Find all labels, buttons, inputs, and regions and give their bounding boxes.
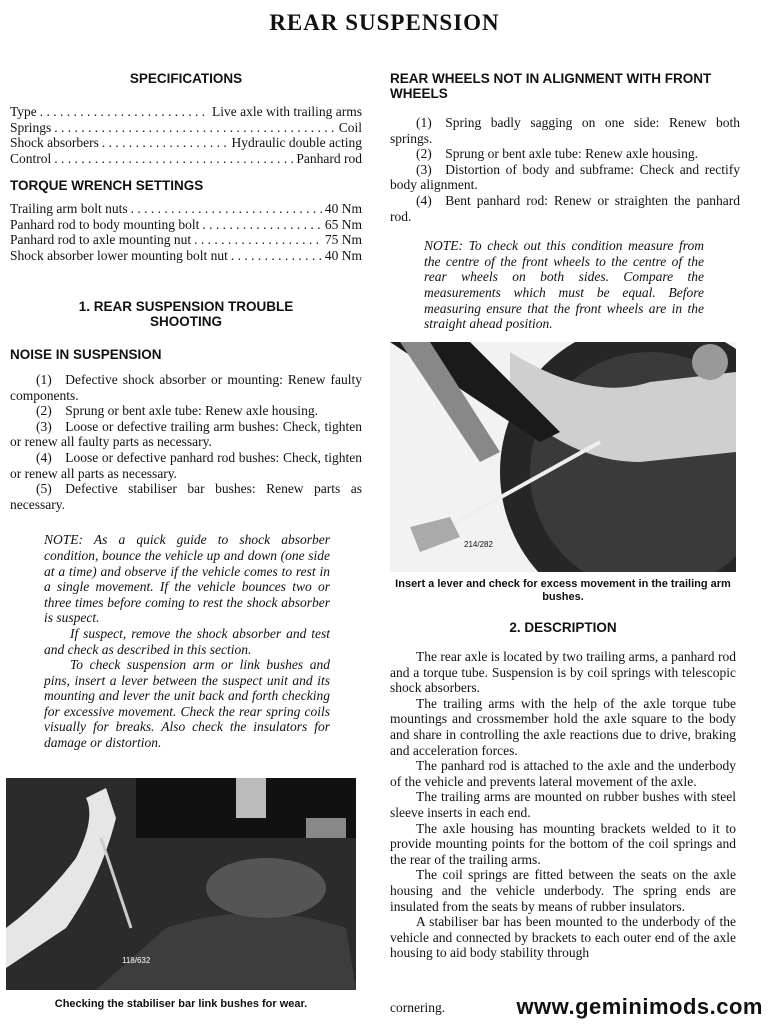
spec-row: Control . . . Panhard rod <box>10 151 362 167</box>
spec-row: Shock absorbers . . . Hydraulic double acting <box>10 135 362 151</box>
left-column <box>10 68 362 751</box>
list-item: (4) Loose or defective panhard rod bushes: Check, tighten or renew all parts as necessary. <box>10 449 362 481</box>
torque-row: Panhard rod to body mounting bolt . . . 65 Nm <box>10 217 362 233</box>
figure-number: 118/632 <box>122 956 151 965</box>
alignment-heading: REAR WHEELS NOT IN ALIGNMENT WITH FRONT WHEELS <box>390 71 712 101</box>
trouble-heading: 1. REAR SUSPENSION TROUBLE SHOOTING <box>78 299 294 329</box>
list-item: (1) Spring badly sagging on one side: Renew both springs. <box>390 115 740 146</box>
trailing-arm-illustration <box>390 342 736 572</box>
figure-number: 214/282 <box>464 540 493 549</box>
alignment-note: NOTE: To check out this condition measure from the centre of the front wheels to the centre of the rear wheels on both sides. Compare the measurements which must be equal. Before measuring ensure that the front wheels are in the straight ahead position. <box>424 238 704 332</box>
noise-heading: NOISE IN SUSPENSION <box>10 347 162 362</box>
right-column <box>390 68 740 332</box>
spec-row: Springs . . . Coil <box>10 120 362 136</box>
description-heading: 2. DESCRIPTION <box>509 620 617 635</box>
list-item: (1) Defective shock absorber or mounting: Renew faulty components. <box>10 372 362 403</box>
trailing-arm-photo <box>390 342 736 572</box>
torque-list <box>10 201 362 263</box>
torque-row: Shock absorber lower mounting bolt nut . . . 40 Nm <box>10 248 362 264</box>
list-item: (3) Loose or defective trailing arm bushes: Check, tighten or renew all faulty parts as necessary. <box>10 418 362 450</box>
torque-row: Panhard rod to axle mounting nut . . . 75 Nm <box>10 232 362 248</box>
right-figure-caption: Insert a lever and check for excess movement in the trailing arm bushes. <box>395 578 731 603</box>
description-paragraph: The axle housing has mounting brackets welded to it to provide mounting points for the bottom of the coil springs and the rear of the trailing arms. <box>390 820 736 867</box>
description-section <box>390 620 736 961</box>
stabiliser-bar-photo <box>6 778 356 990</box>
list-item: (3) Distortion of body and subframe: Check and rectify body alignment. <box>390 161 740 193</box>
alignment-items <box>390 115 740 224</box>
description-paragraph: The rear axle is located by two trailing arms, a panhard rod and a torque tube. Suspension is by coil springs with telescopic shock absorbers. <box>390 649 736 696</box>
stabiliser-bar-illustration <box>6 778 356 990</box>
torque-row: Trailing arm bolt nuts . . . 40 Nm <box>10 201 362 217</box>
description-paragraph: The trailing arms are mounted on rubber bushes with steel sleeve inserts in each end. <box>390 789 736 820</box>
torque-heading: TORQUE WRENCH SETTINGS <box>10 178 204 193</box>
description-paragraph: A stabiliser bar has been mounted to the underbody of the vehicle and connected by brackets to each outer end of the axle housing to aid body stability through <box>390 914 736 961</box>
left-figure-caption: Checking the stabiliser bar link bushes for wear. <box>54 998 308 1010</box>
description-last-word: cornering. <box>390 1000 446 1015</box>
list-item: (4) Bent panhard rod: Renew or straighten the panhard rod. <box>390 192 740 224</box>
spec-row: Type . . . Live axle with trailing arms <box>10 104 362 120</box>
specifications-list <box>10 104 362 166</box>
list-item: (2) Sprung or bent axle tube: Renew axle housing. <box>36 403 318 419</box>
description-paragraph: The panhard rod is attached to the axle and the underbody of the vehicle and prevents lateral movement of the axle. <box>390 758 736 789</box>
shock-absorber-note: NOTE: As a quick guide to shock absorber condition, bounce the vehicle up and down (one side at a time) and observe if the vehicle comes to rest in a single movement. If the vehicle bounces two or three times before coming to rest the shock absorber is suspect. If suspect, remove the shock absorber and test and check as described in this section. To check suspension arm or link bushes and pins, insert a lever between the suspect unit and its mounting and lever the unit back and forth checking for excessive movement. Check the rear spring coils visually for breaks. Also check the insulators for damage or distortion. <box>44 532 330 751</box>
noise-items <box>10 372 362 512</box>
specifications-heading: SPECIFICATIONS <box>129 71 243 86</box>
description-paragraph: The trailing arms with the help of the axle torque tube mountings and crossmember hold the axle square to the body and share in controlling the axle reactions due to drive, braking and acceleration forces. <box>390 695 736 758</box>
list-item: (5) Defective stabiliser bar bushes: Renew parts as necessary. <box>10 481 362 512</box>
watermark: www.geminimods.com <box>516 994 763 1019</box>
description-paragraph: The coil springs are fitted between the seats on the axle housing and the vehicle underbody. The spring ends are insulated from the seats by means of rubber insulators. <box>390 867 736 914</box>
page-title: REAR SUSPENSION <box>269 10 500 35</box>
list-item: (2) Sprung or bent axle tube: Renew axle housing. <box>416 146 698 162</box>
